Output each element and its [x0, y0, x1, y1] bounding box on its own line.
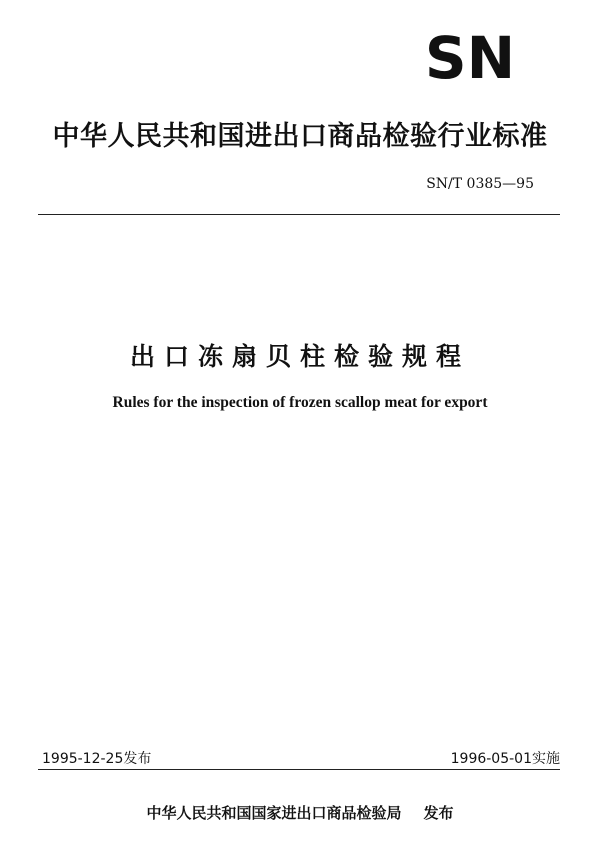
- standard-code: SN/T 0385—95: [426, 176, 534, 192]
- sn-logo-mark: [418, 30, 522, 84]
- publisher-name: 中华人民共和国国家进出口商品检验局: [146, 804, 402, 822]
- effective-date: 1996-05-01实施: [450, 751, 560, 767]
- publisher-action: 发布: [423, 804, 454, 822]
- industry-standard-title: 中华人民共和国进出口商品检验行业标准: [52, 121, 548, 152]
- sn-logo: [418, 30, 522, 84]
- issue-date: 1995-12-25发布: [42, 751, 152, 767]
- document-title-english: Rules for the inspection of frozen scallop meat for export: [112, 394, 488, 411]
- footer-divider: [38, 769, 560, 770]
- sn-logo-text: SN: [424, 30, 516, 84]
- document-title-chinese: 出口冻扇贝柱检验规程: [129, 342, 470, 371]
- header-divider: [38, 214, 560, 215]
- publisher-line: [0, 802, 600, 823]
